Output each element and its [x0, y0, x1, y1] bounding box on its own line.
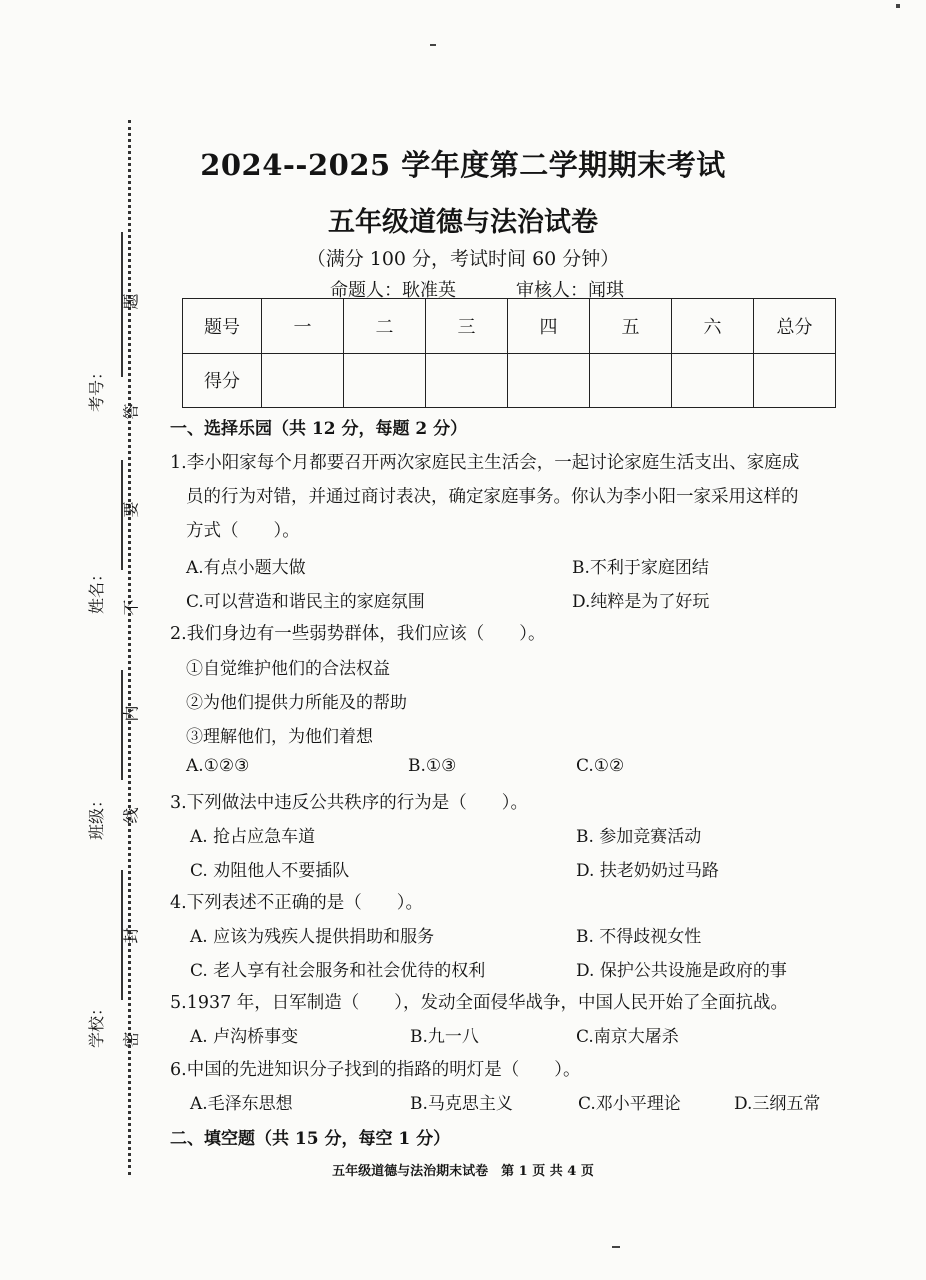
score-cell: 得分: [183, 353, 262, 408]
seal-char: 内: [121, 705, 141, 722]
exam-title: 2024--2025 学年度第二学期期末考试: [200, 148, 726, 182]
option[interactable]: C.邓小平理论: [578, 1094, 681, 1114]
question-4-stem: 4.下列表述不正确的是（ ）。: [170, 893, 423, 913]
field-class: 班级：: [87, 791, 106, 840]
option[interactable]: A.①②③: [186, 756, 250, 776]
exam-note: （满分 100 分，考试时间 60 分钟）: [306, 248, 620, 270]
question-1: [170, 446, 890, 548]
seal-char: 答: [121, 403, 141, 420]
score-table-header-row: [183, 299, 836, 354]
exam-subtitle: 五年级道德与法治试卷: [328, 207, 598, 238]
option[interactable]: B. 不得歧视女性: [576, 927, 702, 947]
score-cell: 二: [344, 299, 426, 354]
seal-char: 线: [121, 807, 141, 824]
score-cell: 五: [590, 299, 672, 354]
score-cell: 题号: [183, 299, 262, 354]
statement-item: ③理解他们，为他们着想: [186, 727, 373, 747]
page-footer: 五年级道德与法治期末试卷 第 1 页 共 4 页: [332, 1164, 594, 1179]
score-cell: 六: [672, 299, 754, 354]
option[interactable]: A. 卢沟桥事变: [190, 1027, 299, 1047]
score-cell: 四: [508, 299, 590, 354]
option[interactable]: B.九一八: [410, 1027, 479, 1047]
reviewer: 审核人：闻琪: [516, 280, 624, 301]
option[interactable]: C. 劝阻他人不要插队: [190, 861, 350, 881]
setter: 命题人：耿准英: [330, 280, 456, 301]
question-stem: 方式（ ）。: [186, 521, 300, 541]
score-table: [182, 298, 836, 408]
score-input-cell[interactable]: [672, 353, 754, 408]
score-input-cell[interactable]: [590, 353, 672, 408]
question-2-stem: 2.我们身边有一些弱势群体，我们应该（ ）。: [170, 624, 546, 644]
option[interactable]: C.可以营造和谐民主的家庭氛围: [186, 592, 425, 612]
seal-char: 封: [121, 927, 141, 944]
score-cell: 总分: [754, 299, 836, 354]
scan-speck: [430, 44, 436, 46]
seal-dotted-line: [128, 120, 131, 1175]
option[interactable]: A.有点小题大做: [186, 558, 306, 578]
option[interactable]: B. 参加竞赛活动: [576, 827, 702, 847]
option[interactable]: D.纯粹是为了好玩: [572, 592, 710, 612]
question-5-stem: 5.1937 年，日军制造（ ），发动全面侵华战争，中国人民开始了全面抗战。: [170, 993, 789, 1013]
option[interactable]: C. 老人享有社会服务和社会优待的权利: [190, 961, 486, 981]
field-class-line[interactable]: [121, 670, 123, 780]
question-3-stem: 3.下列做法中违反公共秩序的行为是（ ）。: [170, 793, 528, 813]
score-input-cell[interactable]: [508, 353, 590, 408]
option[interactable]: A. 应该为残疾人提供捐助和服务: [190, 927, 435, 947]
option[interactable]: A. 抢占应急车道: [190, 827, 316, 847]
question-6-stem: 6.中国的先进知识分子找到的指路的明灯是（ ）。: [170, 1060, 581, 1080]
score-cell: 一: [262, 299, 344, 354]
option[interactable]: D.三纲五常: [734, 1094, 821, 1114]
seal-char: 题: [121, 293, 141, 310]
statement-item: ①自觉维护他们的合法权益: [186, 659, 390, 679]
score-input-cell[interactable]: [754, 353, 836, 408]
score-input-cell[interactable]: [344, 353, 426, 408]
option[interactable]: B.①③: [408, 756, 457, 776]
option[interactable]: D. 扶老奶奶过马路: [576, 861, 719, 881]
score-input-cell[interactable]: [426, 353, 508, 408]
question-stem: 员的行为对错，并通过商讨表决，确定家庭事务。你认为李小阳一家采用这样的: [186, 487, 799, 507]
section-heading-fill: 二、填空题（共 15 分，每空 1 分）: [170, 1129, 451, 1149]
option[interactable]: A.毛泽东思想: [190, 1094, 293, 1114]
score-cell: 三: [426, 299, 508, 354]
question-stem: 1.李小阳家每个月都要召开两次家庭民主生活会，一起讨论家庭生活支出、家庭成: [170, 453, 800, 473]
field-school: 学校：: [87, 999, 106, 1048]
seal-char: 不: [121, 599, 141, 616]
score-table-score-row: [183, 353, 836, 408]
seal-char: 要: [121, 501, 141, 518]
option[interactable]: C.①②: [576, 756, 625, 776]
scan-speck: [896, 4, 900, 8]
option[interactable]: B.不利于家庭团结: [572, 558, 709, 578]
field-name: 姓名：: [87, 565, 106, 614]
scan-speck: [612, 1246, 620, 1248]
field-exam-number: 考号：: [87, 363, 106, 412]
seal-char: 密: [121, 1031, 141, 1048]
statement-item: ②为他们提供力所能及的帮助: [186, 693, 407, 713]
option[interactable]: C.南京大屠杀: [576, 1027, 679, 1047]
section-heading-choice: 一、选择乐园（共 12 分，每题 2 分）: [170, 419, 468, 439]
option[interactable]: D. 保护公共设施是政府的事: [576, 961, 787, 981]
score-input-cell[interactable]: [262, 353, 344, 408]
option[interactable]: B.马克思主义: [410, 1094, 513, 1114]
